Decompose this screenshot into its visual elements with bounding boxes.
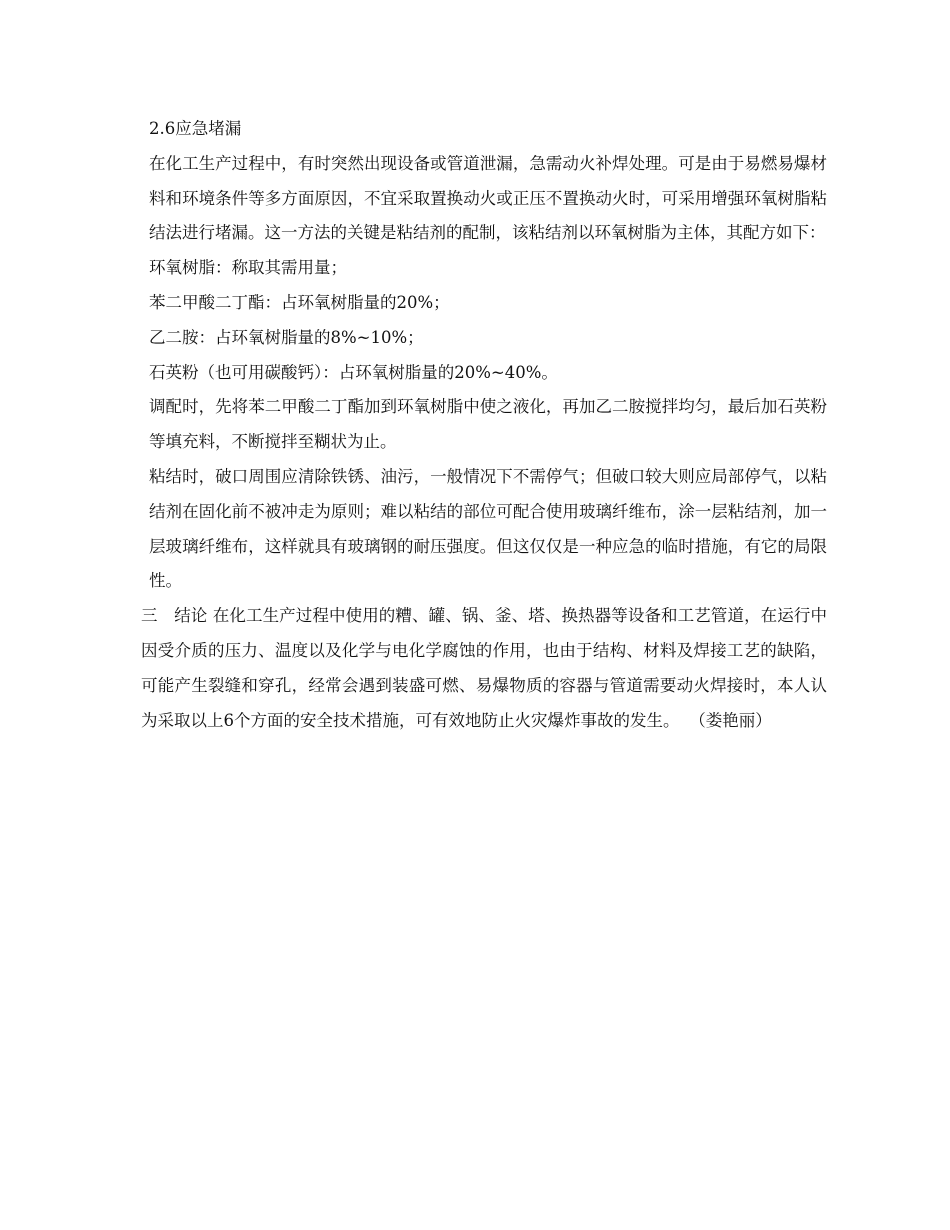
formula-item-epoxy: 环氧树脂：称取其需用量； xyxy=(149,258,347,278)
paragraph-intro: 在化工生产过程中，有时突然出现设备或管道泄漏，急需动火补焊处理。可是由于易燃易爆材料和环境条件等多方面原因，不宜采取置换动火或正压不置换动火时，可采用增强环氧树脂粘结法进行堵漏。这一方法的关键是粘结剂的配制，该粘结剂以环氧树脂为主体，其配方如下： xyxy=(149,153,827,243)
section-heading: 2.6应急堵漏 xyxy=(149,119,242,138)
formula-item-dibutyl-phthalate: 苯二甲酸二丁酯：占环氧树脂量的20%； xyxy=(149,292,450,312)
document-body xyxy=(141,112,827,738)
formula-item-quartz-powder: 石英粉（也可用碳酸钙）：占环氧树脂量的20%~40%。 xyxy=(149,362,558,382)
conclusion-text: 三 结论 在化工生产过程中使用的糟、罐、锅、釜、塔、换热器等设备和工艺管道，在运行中因受介质的压力、温度以及化学与电化学腐蚀的作用，也由于结构、材料及焊接工艺的缺陷，可能产生裂缝和穿孔，经常会遇到装盛可燃、易爆物质的容器与管道需要动火焊接时，本人认为采取以上6个方面的安全技术措施，可有效地防止火灾爆炸事故的发生。 xyxy=(141,606,827,730)
paragraph-mixing: 调配时，先将苯二甲酸二丁酯加到环氧树脂中使之液化，再加乙二胺搅拌均匀，最后加石英粉等填充料，不断搅拌至糊状为止。 xyxy=(149,397,827,452)
author-name: （娄艳丽） xyxy=(697,710,772,730)
paragraph-bonding: 粘结时，破口周围应清除铁锈、油污，一般情况下不需停气；但破口较大则应局部停气，以粘结剂在固化前不被冲走为原则；难以粘结的部位可配合使用玻璃纤维布，涂一层粘结剂，加一层玻璃纤维布，这样就具有玻璃钢的耐压强度。但这仅仅是一种应急的临时措施，有它的局限性。 xyxy=(149,466,827,591)
formula-item-ethylenediamine: 乙二胺：占环氧树脂量的8%~10%； xyxy=(149,327,424,347)
paragraph-conclusion xyxy=(141,599,827,738)
